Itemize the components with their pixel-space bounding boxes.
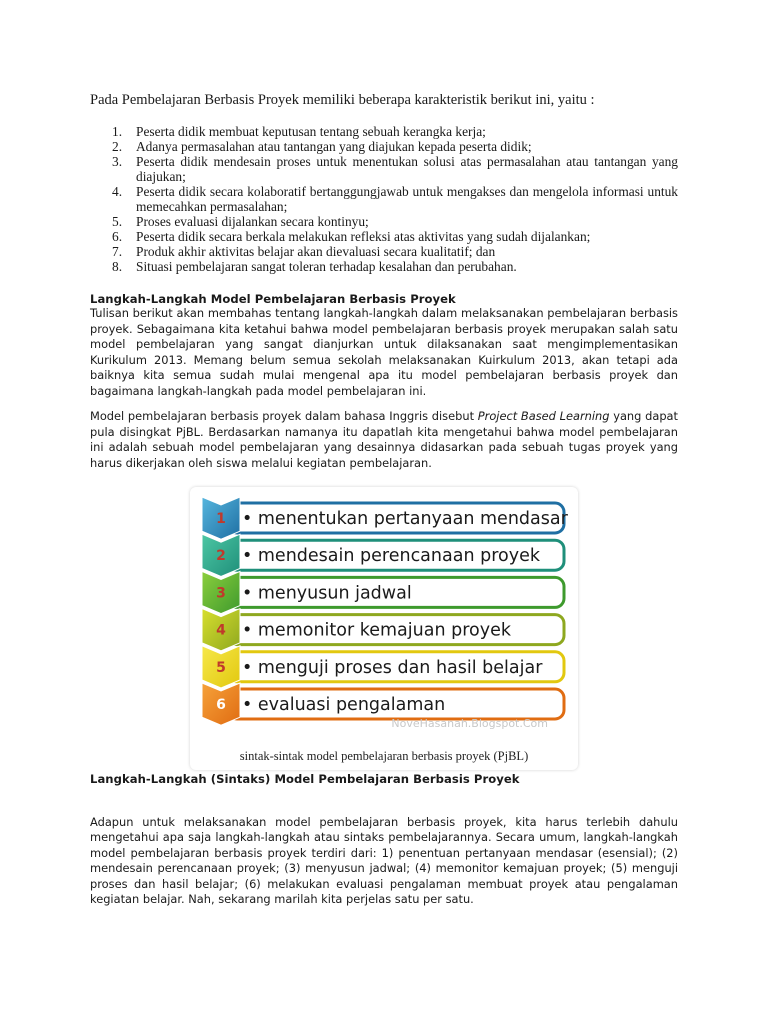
step-number-1: 1: [216, 511, 226, 527]
list-number: 6.: [112, 229, 123, 244]
list-item: [112, 214, 678, 229]
step-label-4: • memonitor kemajuan proyek: [242, 620, 511, 641]
italic-term: Project Based Learning: [477, 409, 610, 423]
list-item: [112, 184, 678, 214]
step-label-3: • menyusun jadwal: [242, 583, 412, 604]
list-text: Proses evaluasi dijalankan secara kontinyu;: [136, 214, 369, 229]
step-label-2: • mendesain perencanaan proyek: [242, 546, 540, 567]
step-number-6: 6: [216, 697, 226, 713]
list-item: [112, 139, 678, 154]
list-number: 1.: [112, 124, 123, 139]
characteristics-list: [112, 124, 678, 274]
figure-caption: sintak-sintak model pembelajaran berbasis proyek (PjBL): [239, 749, 529, 763]
list-number: 7.: [112, 244, 123, 259]
list-item: [112, 154, 678, 184]
paragraph-intro-steps: Tulisan berikut akan membahas tentang langkah-langkah dalam melaksanakan pembelajaran berbasis proyek. Sebagaimana kita ketahui bahwa model pembelajaran berbasis proyek merupakan salah satu model pembelajaran yang sangat dianjurkan untuk dilaksanakan saat mengimplementasikan Kurikulum 2013. Memang belum semua sekolah melaksanakan Kuirkulum 2013, akan tetapi ada baiknya kita semua sudah mulai mengenal apa itu model pembelajaran berbasis proyek dan bagaimana langkah-langkah pada model pembelajaran ini.: [90, 306, 678, 398]
list-text: Produk akhir aktivitas belajar akan dievaluasi secara kualitatif; dan: [136, 244, 496, 259]
list-item: [112, 124, 678, 139]
list-item: [112, 244, 678, 259]
step-number-3: 3: [216, 585, 226, 602]
step-number-2: 2: [216, 548, 226, 565]
list-text: Peserta didik secara berkala melakukan refleksi atas aktivitas yang sudah dijalankan;: [136, 229, 591, 244]
section-heading-langkah: Langkah-Langkah Model Pembelajaran Berbasis Proyek: [90, 292, 456, 306]
pjbl-steps-figure: [190, 487, 578, 770]
paragraph-pjbl-definition: [90, 409, 678, 471]
paragraph-sintaks: Adapun untuk melaksanakan model pembelajaran berbasis proyek, kita harus terlebih dahulu mengetahui apa saja langkah-langkah atau sintaks pembelajarannya. Secara umum, langkah-langkah model pembelajaran berbasis proyek terdiri dari: 1) penentuan pertanyaan mendasar (esensial); (2) mendesain perencanaan proyek; (3) menyusun jadwal; (4) memonitor kemajuan proyek; (5) menguji proses dan hasil belajar; (6) melakukan evaluasi pengalaman membuat proyek atau pengalaman kegiatan belajar. Nah, sekarang marilah kita perjelas satu per satu.: [90, 815, 678, 907]
intro-text: Pada Pembelajaran Berbasis Proyek memiliki beberapa karakteristik berikut ini, yaitu :: [90, 92, 595, 108]
list-number: 5.: [112, 214, 123, 229]
list-item: [112, 259, 678, 274]
list-number: 4.: [112, 184, 123, 199]
step-label-5: • menguji proses dan hasil belajar: [242, 657, 543, 678]
section-heading-sintaks: Langkah-Langkah (Sintaks) Model Pembelajaran Berbasis Proyek: [90, 772, 520, 786]
list-text: Peserta didik membuat keputusan tentang sebuah kerangka kerja;: [136, 124, 486, 139]
step-number-4: 4: [216, 622, 226, 639]
step-label-1: • menentukan pertanyaan mendasar: [242, 509, 568, 529]
list-item: [112, 229, 678, 244]
list-number: 8.: [112, 259, 123, 274]
list-number: 3.: [112, 154, 123, 169]
list-text: Adanya permasalahan atau tantangan yang diajukan kepada peserta didik;: [136, 139, 532, 154]
list-text: Peserta didik mendesain proses untuk menentukan solusi atas permasalahan atau tantangan yang diajukan;: [136, 154, 678, 184]
list-text: Peserta didik secara kolaboratif bertanggungjawab untuk mengakses dan mengelola informasi untuk memecahkan permasalahan;: [136, 184, 678, 214]
paragraph-text: Model pembelajaran berbasis proyek dalam bahasa Inggris disebut: [90, 409, 478, 423]
paragraph-text: yang dapat pula disingkat PjBL. Berdasarkan namanya itu dapatlah kita mengetahui bahwa model pembelajaran ini adalah sebuah model pembelajaran yang desainnya didasarkan pada sebuah tugas proyek yang harus dikerjakan oleh siswa melalui kegiatan pembelajaran.: [90, 409, 678, 470]
watermark-text: NoveHasanah.Blogspot.Com: [391, 717, 548, 730]
step-label-6: • evaluasi pengalaman: [242, 695, 446, 715]
list-number: 2.: [112, 139, 123, 154]
step-number-5: 5: [216, 659, 226, 676]
list-text: Situasi pembelajaran sangat toleran terhadap kesalahan dan perubahan.: [136, 259, 517, 274]
steps-diagram: [190, 487, 578, 770]
